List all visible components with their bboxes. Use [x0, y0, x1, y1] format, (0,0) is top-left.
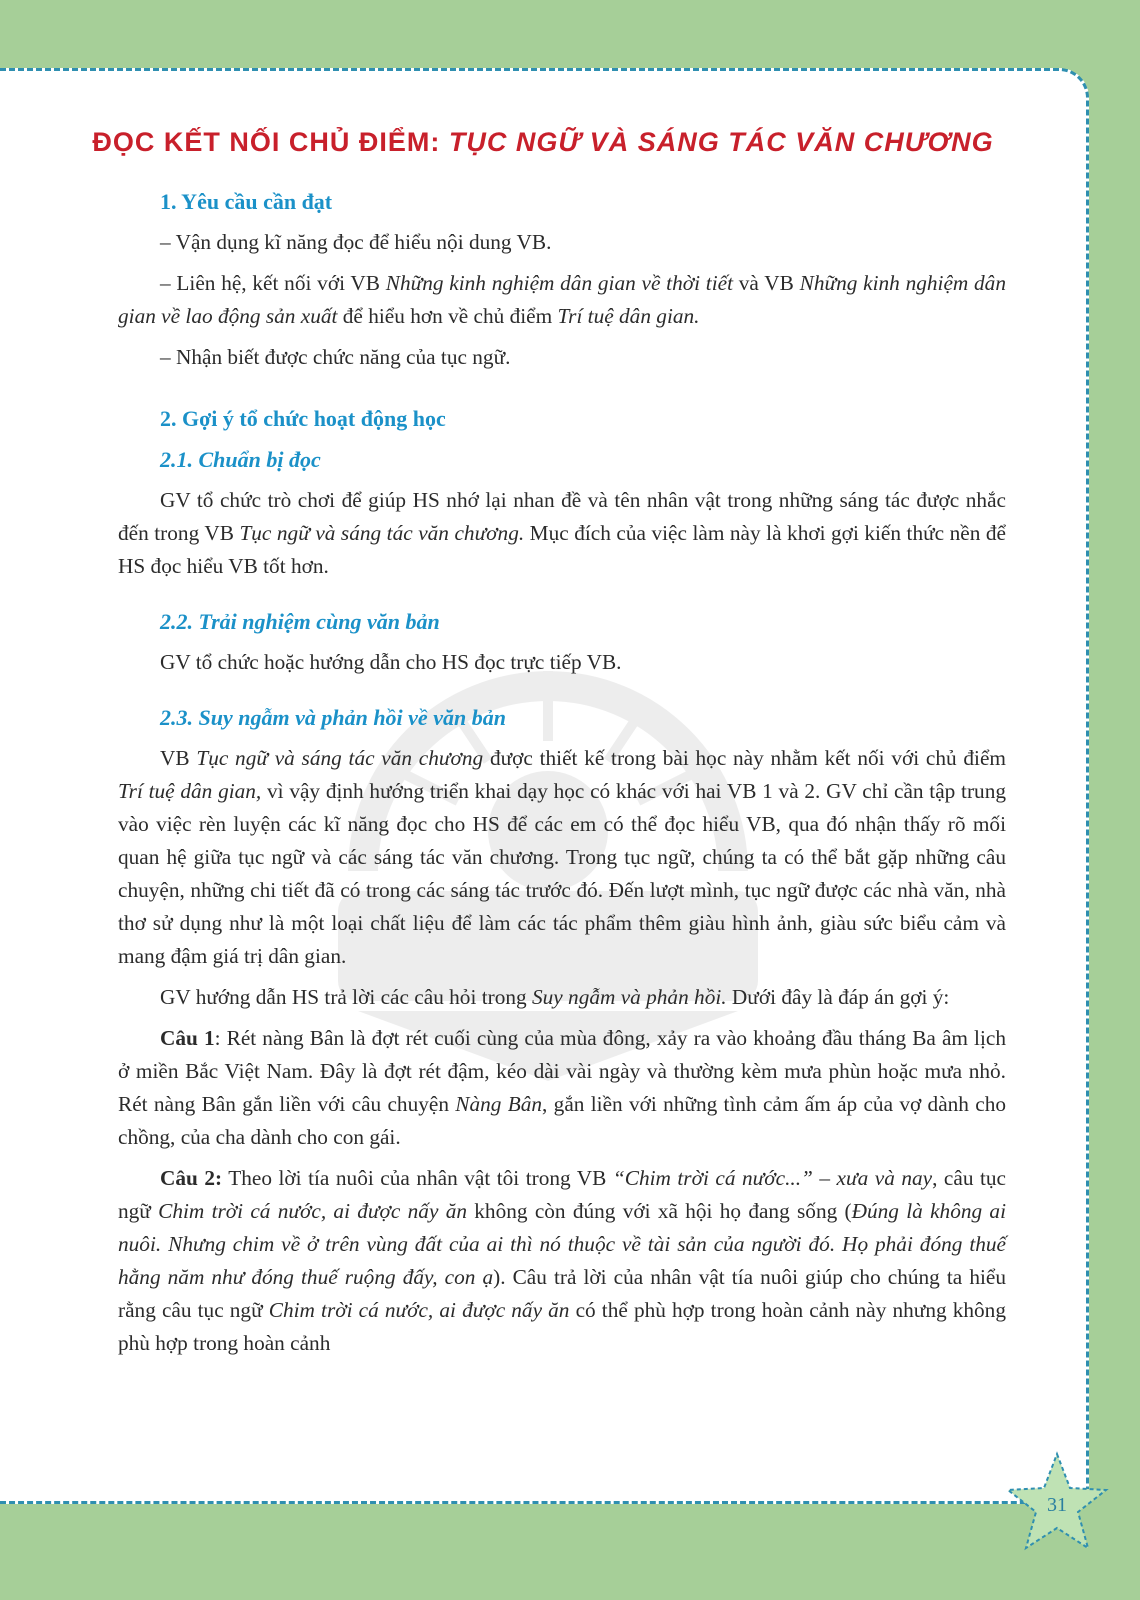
page-number: 31: [1047, 1494, 1067, 1516]
page-title: ĐỌC KẾT NỐI CHỦ ĐIỂM: TỤC NGỮ VÀ SÁNG TÁC VĂN CHƯƠNG: [92, 127, 994, 157]
section-2-2-paragraph: GV tổ chức hoặc hướng dẫn cho HS đọc trực tiếp VB.: [160, 650, 622, 674]
page-sheet: [0, 68, 1089, 1504]
section-2-3-paragraph-2: GV hướng dẫn HS trả lời các câu hỏi trong Suy ngẫm và phản hồi. Dưới đây là đáp án gợi ý:: [160, 985, 950, 1009]
answer-2: Câu 2: Theo lời tía nuôi của nhân vật tôi trong VB “Chim trời cá nước...” – xưa và nay, câu tục ngữ Chim trời cá nước, ai được nấy ăn không còn đúng với xã hội họ đang sống (Đúng là không ai nuôi. Nhưng chim về ở trên vùng đất của ai thì nó thuộc về tài sản của người đó. Họ phải đóng thuế hằng năm như đóng thuế ruộng đấy, con ạ). Câu trả lời của nhân vật tía nuôi giúp cho chúng ta hiểu rằng câu tục ngữ Chim trời cá nước, ai được nấy ăn có thể phù hợp trong hoàn cảnh này nhưng không phù hợp trong hoàn cảnh: [118, 1166, 1007, 1355]
requirement-1: – Vận dụng kĩ năng đọc để hiểu nội dung VB.: [160, 230, 552, 254]
section-2-3-paragraph-1: VB Tục ngữ và sáng tác văn chương được thiết kế trong bài học này nhằm kết nối với chủ điểm Trí tuệ dân gian, vì vậy định hướng triển khai dạy học có khác với hai VB 1 và 2. GV chỉ cần tập trung vào việc rèn luyện các kĩ năng đọc cho HS để các em có thể đọc hiểu VB, qua đó nhận thấy rõ mối quan hệ giữa tục ngữ và các sáng tác văn chương. Trong tục ngữ, chúng ta có thể bắt gặp những câu chuyện, những chi tiết đã có trong các sáng tác trước đó. Đến lượt mình, tục ngữ được các nhà văn, nhà thơ sử dụng như là một loại chất liệu để làm các tác phẩm thêm giàu hình ảnh, giàu sức biểu cảm và mang đậm giá trị dân gian.: [118, 746, 1007, 968]
requirement-2: – Liên hệ, kết nối với VB Những kinh nghiệm dân gian về thời tiết và VB Những kinh nghiệm dân gian về lao động sản xuất để hiểu hơn về chủ điểm Trí tuệ dân gian.: [118, 271, 1006, 328]
main-content: [118, 185, 1006, 1368]
section-2-2-heading: 2.2. Trải nghiệm cùng văn bản: [160, 609, 440, 634]
section-2-1-paragraph: GV tổ chức trò chơi để giúp HS nhớ lại nhan đề và tên nhân vật trong những sáng tác được nhắc đến trong VB Tục ngữ và sáng tác văn chương. Mục đích của việc làm này là khơi gợi kiến thức nền để HS đọc hiểu VB tốt hơn.: [118, 488, 1006, 578]
requirement-3: – Nhận biết được chức năng của tục ngữ.: [160, 345, 511, 369]
section-2-heading: 2. Gợi ý tổ chức hoạt động học: [160, 406, 446, 431]
answer-1: Câu 1: Rét nàng Bân là đợt rét cuối cùng của mùa đông, xảy ra vào khoảng đầu tháng Ba âm lịch ở miền Bắc Việt Nam. Đây là đợt rét đậm, kéo dài vài ngày và thường kèm mưa phùn hoặc mưa nhỏ. Rét nàng Bân gắn liền với câu chuyện Nàng Bân, gắn liền với những tình cảm ấm áp của vợ dành cho chồng, của cha dành cho con gái.: [118, 1026, 1007, 1149]
section-1-heading: 1. Yêu cầu cần đạt: [160, 189, 333, 214]
section-2-1-heading: 2.1. Chuẩn bị đọc: [160, 447, 321, 472]
section-2-3-heading: 2.3. Suy ngẫm và phản hồi về văn bản: [160, 705, 506, 730]
